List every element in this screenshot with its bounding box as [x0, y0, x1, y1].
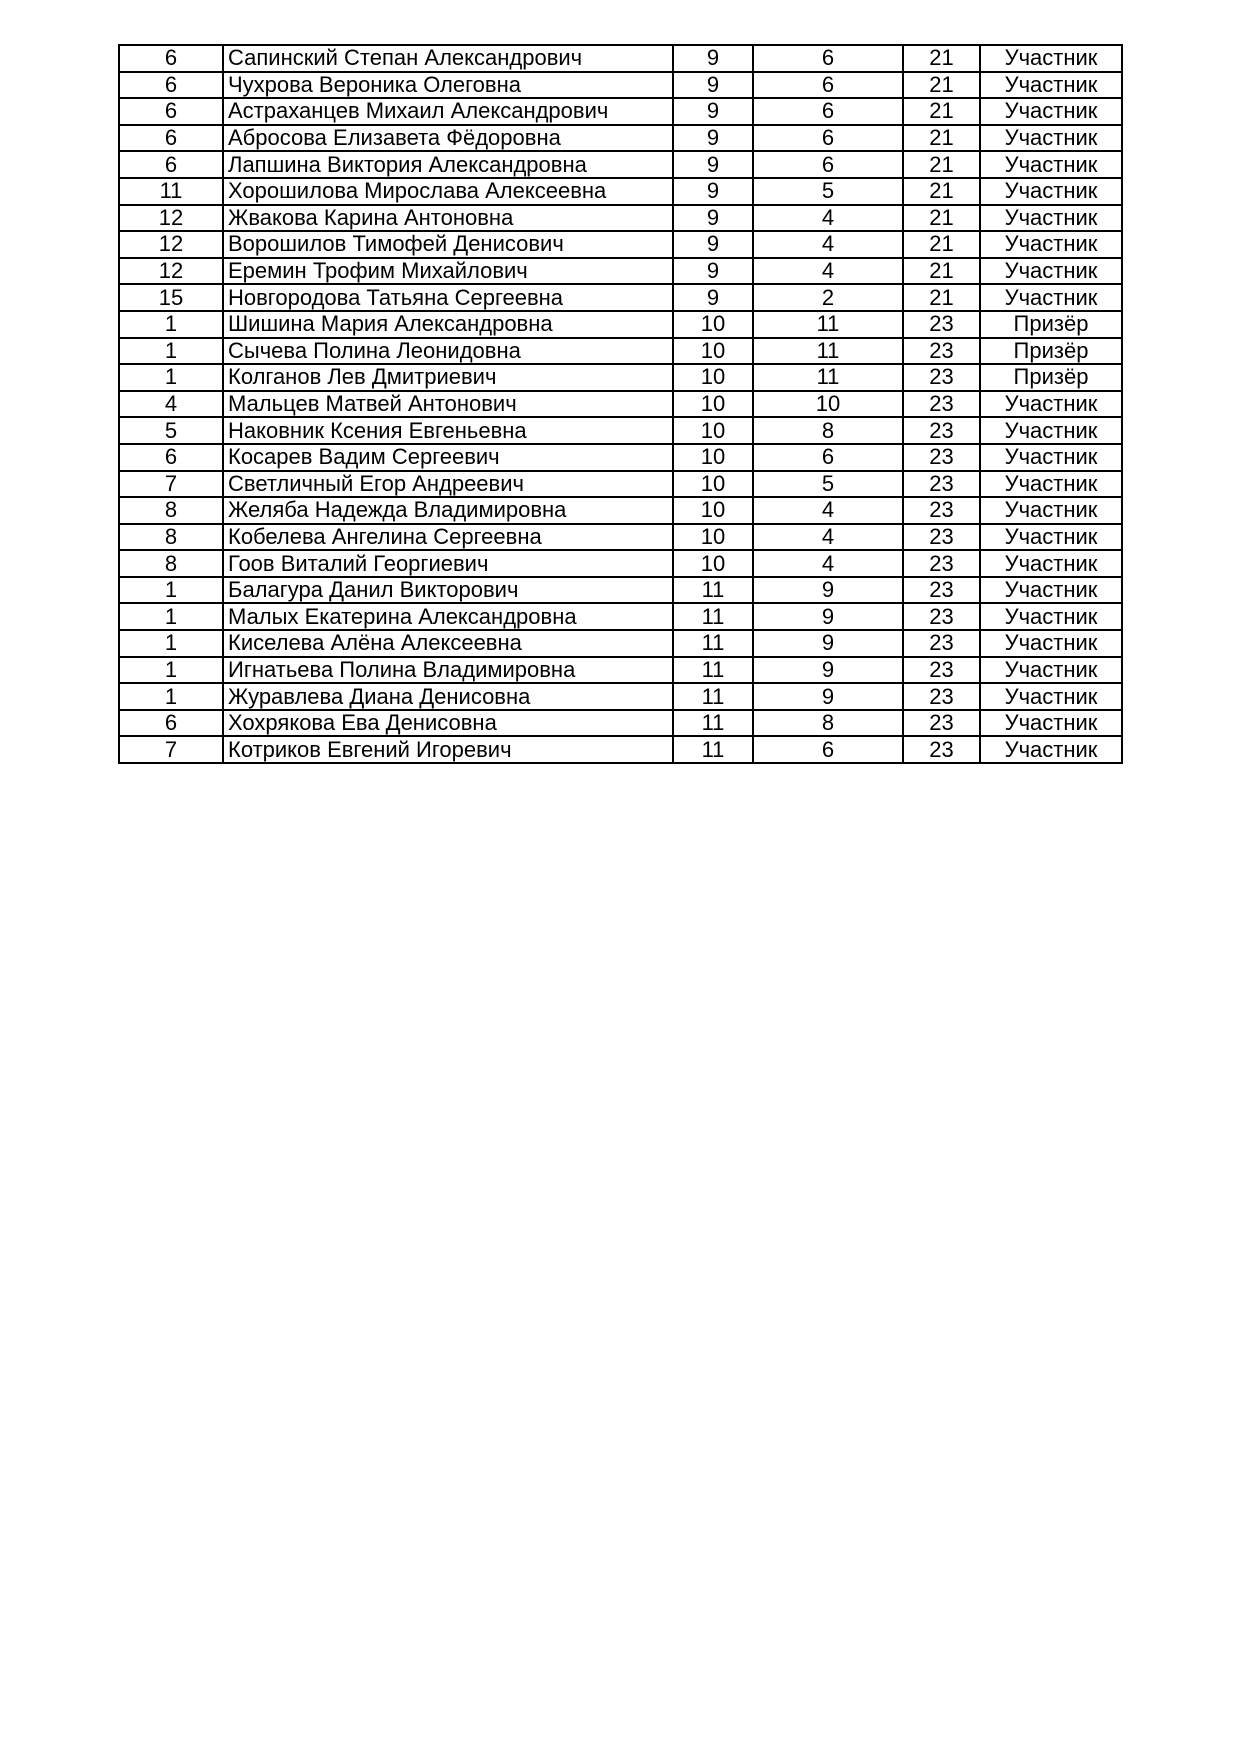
- max-score-cell: 23: [903, 550, 980, 577]
- place-cell: 1: [119, 657, 223, 684]
- participant-name-cell: Новгородова Татьяна Сергеевна: [223, 284, 673, 311]
- participant-name-cell: Желяба Надежда Владимировна: [223, 497, 673, 524]
- results-table-body: [119, 45, 1122, 763]
- grade-cell: 10: [673, 311, 753, 338]
- status-cell: Участник: [980, 417, 1122, 444]
- grade-cell: 9: [673, 45, 753, 72]
- grade-cell: 9: [673, 258, 753, 285]
- status-cell: Участник: [980, 736, 1122, 763]
- table-row: [119, 178, 1122, 205]
- place-cell: 7: [119, 736, 223, 763]
- status-cell: Участник: [980, 98, 1122, 125]
- max-score-cell: 21: [903, 98, 980, 125]
- score-cell: 8: [753, 417, 903, 444]
- participant-name-cell: Сапинский Степан Александрович: [223, 45, 673, 72]
- table-row: [119, 258, 1122, 285]
- table-row: [119, 311, 1122, 338]
- status-cell: Призёр: [980, 338, 1122, 365]
- max-score-cell: 23: [903, 630, 980, 657]
- score-cell: 9: [753, 657, 903, 684]
- place-cell: 5: [119, 417, 223, 444]
- place-cell: 12: [119, 205, 223, 232]
- grade-cell: 10: [673, 391, 753, 418]
- max-score-cell: 23: [903, 338, 980, 365]
- table-row: [119, 72, 1122, 99]
- table-row: [119, 205, 1122, 232]
- participant-name-cell: Балагура Данил Викторович: [223, 577, 673, 604]
- status-cell: Участник: [980, 630, 1122, 657]
- status-cell: Участник: [980, 178, 1122, 205]
- table-row: [119, 45, 1122, 72]
- participant-name-cell: Игнатьева Полина Владимировна: [223, 657, 673, 684]
- table-row: [119, 471, 1122, 498]
- table-row: [119, 391, 1122, 418]
- max-score-cell: 23: [903, 710, 980, 737]
- score-cell: 6: [753, 444, 903, 471]
- grade-cell: 11: [673, 683, 753, 710]
- grade-cell: 11: [673, 710, 753, 737]
- status-cell: Участник: [980, 524, 1122, 551]
- max-score-cell: 23: [903, 364, 980, 391]
- table-row: [119, 125, 1122, 152]
- max-score-cell: 23: [903, 497, 980, 524]
- grade-cell: 10: [673, 417, 753, 444]
- table-row: [119, 284, 1122, 311]
- max-score-cell: 21: [903, 151, 980, 178]
- participant-name-cell: Светличный Егор Андреевич: [223, 471, 673, 498]
- grade-cell: 9: [673, 284, 753, 311]
- participant-name-cell: Еремин Трофим Михайлович: [223, 258, 673, 285]
- score-cell: 9: [753, 683, 903, 710]
- score-cell: 6: [753, 72, 903, 99]
- participant-name-cell: Гоов Виталий Георгиевич: [223, 550, 673, 577]
- place-cell: 1: [119, 311, 223, 338]
- participant-name-cell: Чухрова Вероника Олеговна: [223, 72, 673, 99]
- score-cell: 6: [753, 45, 903, 72]
- table-row: [119, 364, 1122, 391]
- table-row: [119, 231, 1122, 258]
- max-score-cell: 23: [903, 417, 980, 444]
- max-score-cell: 23: [903, 524, 980, 551]
- status-cell: Участник: [980, 391, 1122, 418]
- grade-cell: 10: [673, 524, 753, 551]
- place-cell: 6: [119, 444, 223, 471]
- status-cell: Участник: [980, 125, 1122, 152]
- place-cell: 6: [119, 98, 223, 125]
- table-row: [119, 151, 1122, 178]
- score-cell: 4: [753, 205, 903, 232]
- max-score-cell: 21: [903, 284, 980, 311]
- grade-cell: 10: [673, 471, 753, 498]
- status-cell: Участник: [980, 231, 1122, 258]
- place-cell: 1: [119, 603, 223, 630]
- score-cell: 9: [753, 630, 903, 657]
- table-row: [119, 338, 1122, 365]
- place-cell: 1: [119, 577, 223, 604]
- place-cell: 8: [119, 497, 223, 524]
- status-cell: Участник: [980, 284, 1122, 311]
- table-row: [119, 736, 1122, 763]
- score-cell: 5: [753, 471, 903, 498]
- grade-cell: 9: [673, 72, 753, 99]
- score-cell: 4: [753, 497, 903, 524]
- score-cell: 5: [753, 178, 903, 205]
- participant-name-cell: Жвакова Карина Антоновна: [223, 205, 673, 232]
- grade-cell: 10: [673, 338, 753, 365]
- place-cell: 6: [119, 710, 223, 737]
- grade-cell: 9: [673, 178, 753, 205]
- table-row: [119, 497, 1122, 524]
- max-score-cell: 23: [903, 471, 980, 498]
- grade-cell: 11: [673, 603, 753, 630]
- score-cell: 4: [753, 524, 903, 551]
- max-score-cell: 23: [903, 444, 980, 471]
- participant-name-cell: Мальцев Матвей Антонович: [223, 391, 673, 418]
- table-row: [119, 657, 1122, 684]
- participant-name-cell: Абросова Елизавета Фёдоровна: [223, 125, 673, 152]
- place-cell: 11: [119, 178, 223, 205]
- max-score-cell: 23: [903, 603, 980, 630]
- max-score-cell: 23: [903, 311, 980, 338]
- place-cell: 8: [119, 524, 223, 551]
- grade-cell: 11: [673, 657, 753, 684]
- table-row: [119, 550, 1122, 577]
- status-cell: Участник: [980, 205, 1122, 232]
- table-row: [119, 444, 1122, 471]
- max-score-cell: 23: [903, 683, 980, 710]
- score-cell: 6: [753, 151, 903, 178]
- participant-name-cell: Хохрякова Ева Денисовна: [223, 710, 673, 737]
- participant-name-cell: Лапшина Виктория Александровна: [223, 151, 673, 178]
- participant-name-cell: Шишина Мария Александровна: [223, 311, 673, 338]
- status-cell: Участник: [980, 657, 1122, 684]
- place-cell: 12: [119, 258, 223, 285]
- place-cell: 6: [119, 151, 223, 178]
- participant-name-cell: Журавлева Диана Денисовна: [223, 683, 673, 710]
- score-cell: 6: [753, 736, 903, 763]
- max-score-cell: 21: [903, 72, 980, 99]
- score-cell: 11: [753, 311, 903, 338]
- table-row: [119, 603, 1122, 630]
- place-cell: 8: [119, 550, 223, 577]
- table-row: [119, 417, 1122, 444]
- table-row: [119, 630, 1122, 657]
- place-cell: 6: [119, 72, 223, 99]
- status-cell: Участник: [980, 603, 1122, 630]
- status-cell: Участник: [980, 550, 1122, 577]
- max-score-cell: 23: [903, 577, 980, 604]
- place-cell: 12: [119, 231, 223, 258]
- max-score-cell: 23: [903, 736, 980, 763]
- participant-name-cell: Наковник Ксения Евгеньевна: [223, 417, 673, 444]
- grade-cell: 9: [673, 231, 753, 258]
- table-row: [119, 98, 1122, 125]
- table-row: [119, 524, 1122, 551]
- score-cell: 10: [753, 391, 903, 418]
- place-cell: 1: [119, 338, 223, 365]
- status-cell: Участник: [980, 258, 1122, 285]
- grade-cell: 9: [673, 205, 753, 232]
- status-cell: Участник: [980, 45, 1122, 72]
- place-cell: 1: [119, 364, 223, 391]
- participant-name-cell: Ворошилов Тимофей Денисович: [223, 231, 673, 258]
- grade-cell: 9: [673, 151, 753, 178]
- score-cell: 8: [753, 710, 903, 737]
- score-cell: 2: [753, 284, 903, 311]
- max-score-cell: 21: [903, 178, 980, 205]
- place-cell: 4: [119, 391, 223, 418]
- grade-cell: 10: [673, 550, 753, 577]
- status-cell: Участник: [980, 444, 1122, 471]
- participant-name-cell: Колганов Лев Дмитриевич: [223, 364, 673, 391]
- max-score-cell: 23: [903, 391, 980, 418]
- participant-name-cell: Кобелева Ангелина Сергеевна: [223, 524, 673, 551]
- max-score-cell: 21: [903, 125, 980, 152]
- max-score-cell: 21: [903, 45, 980, 72]
- status-cell: Участник: [980, 151, 1122, 178]
- score-cell: 4: [753, 231, 903, 258]
- table-row: [119, 577, 1122, 604]
- status-cell: Участник: [980, 72, 1122, 99]
- results-table: [118, 44, 1123, 764]
- status-cell: Призёр: [980, 311, 1122, 338]
- place-cell: 7: [119, 471, 223, 498]
- score-cell: 9: [753, 577, 903, 604]
- place-cell: 6: [119, 45, 223, 72]
- participant-name-cell: Малых Екатерина Александровна: [223, 603, 673, 630]
- grade-cell: 9: [673, 98, 753, 125]
- score-cell: 9: [753, 603, 903, 630]
- grade-cell: 10: [673, 364, 753, 391]
- participant-name-cell: Котриков Евгений Игоревич: [223, 736, 673, 763]
- table-row: [119, 710, 1122, 737]
- place-cell: 6: [119, 125, 223, 152]
- participant-name-cell: Киселева Алёна Алексеевна: [223, 630, 673, 657]
- max-score-cell: 21: [903, 205, 980, 232]
- status-cell: Участник: [980, 683, 1122, 710]
- status-cell: Участник: [980, 710, 1122, 737]
- participant-name-cell: Косарев Вадим Сергеевич: [223, 444, 673, 471]
- status-cell: Участник: [980, 577, 1122, 604]
- score-cell: 4: [753, 258, 903, 285]
- participant-name-cell: Астраханцев Михаил Александрович: [223, 98, 673, 125]
- score-cell: 4: [753, 550, 903, 577]
- status-cell: Участник: [980, 471, 1122, 498]
- grade-cell: 11: [673, 577, 753, 604]
- place-cell: 15: [119, 284, 223, 311]
- place-cell: 1: [119, 630, 223, 657]
- score-cell: 11: [753, 338, 903, 365]
- table-row: [119, 683, 1122, 710]
- grade-cell: 10: [673, 497, 753, 524]
- participant-name-cell: Хорошилова Мирослава Алексеевна: [223, 178, 673, 205]
- score-cell: 11: [753, 364, 903, 391]
- score-cell: 6: [753, 125, 903, 152]
- max-score-cell: 21: [903, 231, 980, 258]
- max-score-cell: 23: [903, 657, 980, 684]
- grade-cell: 11: [673, 630, 753, 657]
- status-cell: Призёр: [980, 364, 1122, 391]
- participant-name-cell: Сычева Полина Леонидовна: [223, 338, 673, 365]
- status-cell: Участник: [980, 497, 1122, 524]
- score-cell: 6: [753, 98, 903, 125]
- grade-cell: 10: [673, 444, 753, 471]
- max-score-cell: 21: [903, 258, 980, 285]
- place-cell: 1: [119, 683, 223, 710]
- grade-cell: 9: [673, 125, 753, 152]
- grade-cell: 11: [673, 736, 753, 763]
